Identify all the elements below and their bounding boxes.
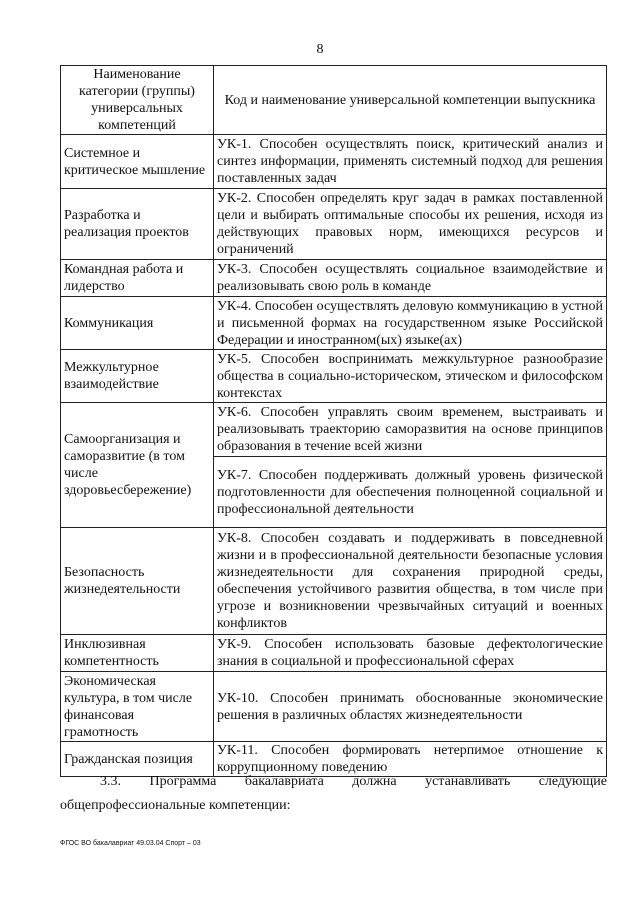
row-category: Инклюзивная компетентность xyxy=(61,635,214,672)
row-competency: УК-1. Способен осуществлять поиск, критический анализ и синтез информации, применять системный подход для решения поставленных задач xyxy=(214,135,607,189)
row-competency: УК-2. Способен определять круг задач в рамках поставленной цели и выбирать оптимальные способы их решения, исходя из действующих правовых норм, имеющихся ресурсов и ограничений xyxy=(214,189,607,260)
table-row xyxy=(61,635,607,672)
row-category: Командная работа и лидерство xyxy=(61,260,214,297)
table-row xyxy=(61,135,607,189)
table-row xyxy=(61,528,607,635)
table-row xyxy=(61,350,607,403)
page-number: 8 xyxy=(316,42,324,57)
row-category: Безопасность жизнедеятельности xyxy=(61,528,214,635)
paragraph-line-1: 3.3. Программа бакалавриата должна устанавливать следующие xyxy=(100,774,607,789)
table-row xyxy=(61,260,607,297)
row-competency: УК-6. Способен управлять своим временем, выстраивать и реализовывать траекторию саморазвития на основе принципов образования в течение всей жизни xyxy=(214,403,607,457)
table-row xyxy=(61,297,607,350)
row-category: Самоорганизация и саморазвитие (в том числе здоровьесбережение) xyxy=(61,403,214,528)
header-code: Код и наименование универсальной компетенции выпускника xyxy=(214,66,607,135)
paragraph-line-2: общепрофессиональные компетенции: xyxy=(60,798,291,813)
row-category: Гражданская позиция xyxy=(61,742,214,777)
row-competency: УК-11. Способен формировать нетерпимое отношение к коррупционному поведению xyxy=(214,742,607,777)
row-category: Межкультурное взаимодействие xyxy=(61,350,214,403)
row-competency: УК-10. Способен принимать обоснованные экономические решения в различных областях жизнедеятельности xyxy=(214,672,607,742)
row-category: Коммуникация xyxy=(61,297,214,350)
footer-note: ФГОС ВО бакалавриат 49.03.04 Спорт – 03 xyxy=(60,840,201,847)
table-row xyxy=(61,672,607,742)
row-category: Разработка и реализация проектов xyxy=(61,189,214,260)
row-competency: УК-9. Способен использовать базовые дефектологические знания в социальной и профессиональной сферах xyxy=(214,635,607,672)
header-category: Наименование категории (группы) универсальных компетенций xyxy=(61,66,214,135)
table-row xyxy=(61,403,607,457)
row-competency: УК-7. Способен поддерживать должный уровень физической подготовленности для обеспечения полноценной социальной и профессиональной деятельности xyxy=(214,457,607,528)
competency-table xyxy=(60,65,607,777)
row-category: Системное и критическое мышление xyxy=(61,135,214,189)
row-competency: УК-8. Способен создавать и поддерживать в повседневной жизни и в профессиональной деятельности безопасные условия жизнедеятельности для сохранения природной среды, обеспечения устойчивого развития общества, в том числе при угрозе и возникновении чрезвычайных ситуаций и военных конфликтов xyxy=(214,528,607,635)
row-competency: УК-4. Способен осуществлять деловую коммуникацию в устной и письменной формах на государственном языке Российской Федерации и иностранном(ых) языке(ах) xyxy=(214,297,607,350)
row-competency: УК-3. Способен осуществлять социальное взаимодействие и реализовывать свою роль в команде xyxy=(214,260,607,297)
table-header-row xyxy=(61,66,607,135)
row-competency: УК-5. Способен воспринимать межкультурное разнообразие общества в социально-историческом, этическом и философском контекстах xyxy=(214,350,607,403)
table-row xyxy=(61,189,607,260)
row-category: Экономическая культура, в том числе финансовая грамотность xyxy=(61,672,214,742)
